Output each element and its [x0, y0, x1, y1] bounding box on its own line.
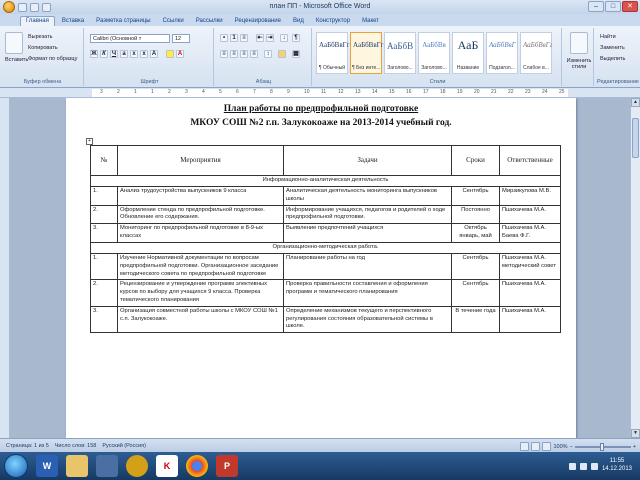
document-title	[66, 104, 576, 114]
header-num: №	[91, 146, 118, 176]
ruler-number: 11	[321, 89, 327, 95]
taskbar	[0, 452, 640, 480]
system-tray	[530, 452, 640, 480]
flag-icon[interactable]	[591, 463, 598, 470]
row-task[interactable]: Информирование учащихся, педагогов и родителей о ходе предпрофильной подготовки.	[284, 205, 452, 224]
paste-icon[interactable]	[5, 32, 23, 54]
tab-references[interactable]: Ссылки	[162, 18, 184, 24]
sort-icon[interactable]: ↓	[280, 34, 288, 42]
paragraph-group-label: Абзац	[255, 79, 272, 85]
scroll-down-icon[interactable]: ▼	[631, 429, 640, 438]
ruler-number: 2	[117, 89, 120, 95]
style-heading-1[interactable]	[384, 32, 416, 74]
row-number[interactable]: 3.	[91, 306, 118, 332]
table-row	[91, 306, 561, 332]
ruler-number: 13	[355, 89, 361, 95]
styles-group	[314, 28, 562, 86]
powerpoint-icon[interactable]: P	[216, 455, 238, 477]
tab-insert[interactable]: Вставка	[61, 18, 85, 24]
bold-icon[interactable]: Ж	[91, 51, 97, 57]
tab-design[interactable]: Конструктор	[315, 18, 351, 24]
table-row	[91, 280, 561, 306]
ruler-number: 2	[168, 89, 171, 95]
zoom-out-icon[interactable]: −	[569, 443, 573, 450]
borders-icon[interactable]: ▦	[293, 51, 299, 57]
row-task[interactable]: Определение механизмов текущего и перспективного регулирования состояния образовательной системы в школе.	[284, 306, 452, 332]
tab-view[interactable]: Вид	[293, 18, 304, 24]
row-responsible[interactable]: Пшихачева М.А. методический совет	[500, 253, 561, 279]
row-number[interactable]: 2.	[91, 280, 118, 306]
vertical-ruler[interactable]	[0, 98, 10, 438]
close-button[interactable]: ✕	[622, 1, 638, 12]
ruler-number: 7	[253, 89, 256, 95]
header-responsible: Ответственные	[500, 146, 561, 176]
style-normal[interactable]	[316, 32, 348, 74]
zoom-level[interactable]: 100%	[553, 443, 568, 450]
document-page[interactable]	[66, 98, 576, 438]
document-title-text: План работы по предпрофильной подготовке	[223, 104, 419, 114]
style-name: Заголово...	[387, 65, 413, 71]
language-indicator[interactable]: Русский (Россия)	[102, 442, 146, 449]
ruler-number: 1	[151, 89, 154, 95]
zoom-slider-thumb[interactable]	[600, 443, 604, 451]
style-name: Заголово...	[421, 65, 447, 71]
table-move-handle-icon[interactable]: +	[86, 138, 93, 145]
document-workspace	[10, 98, 630, 438]
ruler-number: 1	[134, 89, 137, 95]
align-right-icon[interactable]: ≡	[240, 50, 248, 58]
vertical-scrollbar[interactable]	[630, 98, 640, 438]
tab-mailings[interactable]: Рассылки	[195, 18, 223, 24]
style-name: Подзагол...	[489, 65, 515, 71]
section-row	[91, 176, 561, 187]
strikethrough-icon[interactable]: a	[120, 50, 128, 58]
styles-group-label: Стили	[429, 79, 446, 85]
row-event[interactable]: Организация совместной работы школы с МКОУ СОШ №1 с.п. Залукокоаже.	[118, 306, 284, 332]
row-term[interactable]: Сентябрь	[452, 253, 500, 279]
minimize-button[interactable]: –	[588, 1, 604, 12]
style-subtle-emphasis[interactable]	[520, 32, 552, 74]
chrome-icon[interactable]	[186, 455, 208, 477]
editing-group	[596, 28, 640, 86]
tab-page-layout[interactable]: Разметка страницы	[96, 18, 151, 24]
editing-group-label: Редактирование	[597, 79, 639, 85]
row-event[interactable]: Изучение Нормативной документации по вопросам предпрофильной подготовки. Организационное заседание методического совета по предпрофильной подготовке	[118, 253, 284, 279]
paste-label: Вставить	[5, 57, 29, 63]
font-group	[86, 28, 214, 86]
ruler-number: 5	[219, 89, 222, 95]
tab-home[interactable]: Главная	[20, 16, 55, 26]
scroll-thumb[interactable]	[632, 118, 639, 158]
row-event[interactable]: Рецензирование и утверждение программ элективных курсов по выбору для учащихся 9 класса. Проверка тематического планирования	[118, 280, 284, 306]
horizontal-ruler[interactable]	[0, 88, 640, 98]
clipboard-group-label: Буфер обмена	[23, 79, 62, 85]
window-title: план ПП - Microsoft Office Word	[269, 3, 371, 10]
style-subtitle[interactable]	[486, 32, 518, 74]
ruler-number: 3	[100, 89, 103, 95]
row-event[interactable]: Анализ трудоустройства выпускников 9 класса	[118, 187, 284, 206]
replace-button[interactable]: Заменить	[600, 45, 625, 51]
table-row	[91, 224, 561, 243]
ruler-number: 9	[287, 89, 290, 95]
ruler-number: 18	[440, 89, 446, 95]
row-term[interactable]: Постоянно	[452, 205, 500, 224]
change-styles-icon[interactable]	[570, 32, 588, 54]
ruler-number: 23	[525, 89, 531, 95]
row-task[interactable]: Выявление предпочтений учащихся	[284, 224, 452, 243]
zoom-slider[interactable]	[575, 446, 631, 448]
header-terms: Сроки	[452, 146, 500, 176]
tab-review[interactable]: Рецензирование	[234, 18, 281, 24]
row-responsible[interactable]: Пшихачева М.А. Баева Ф.Г.	[500, 224, 561, 243]
ruler-number: 22	[508, 89, 514, 95]
style-sample: АаБбВвГг	[319, 41, 350, 49]
copy-button[interactable]: Копировать	[28, 45, 58, 51]
aimp-icon[interactable]	[126, 455, 148, 477]
style-sample: АаБбВвГ	[489, 41, 516, 49]
word-app-icon[interactable]: W	[36, 455, 58, 477]
page-counter[interactable]: Страница: 1 из 5	[6, 442, 49, 449]
underline-icon[interactable]: Ч	[111, 51, 117, 57]
style-sample: АаБбВвГг	[353, 41, 384, 49]
header-events: Мероприятия	[118, 146, 284, 176]
clock-date: 14.12.2013	[601, 466, 632, 472]
justify-icon[interactable]: ≡	[250, 50, 258, 58]
format-painter-button[interactable]: Формат по образцу	[28, 56, 78, 62]
ruler-number: 21	[491, 89, 497, 95]
row-event[interactable]: Оформление стенда по предпрофильной подготовке. Обновление его содержания.	[118, 205, 284, 224]
style-name: ¶ Без инте...	[352, 65, 380, 71]
find-button[interactable]: Найти	[600, 34, 616, 40]
ruler-number: 16	[406, 89, 412, 95]
cut-button[interactable]: Вырезать	[28, 34, 53, 40]
multilevel-list-icon[interactable]: ≡	[240, 34, 248, 42]
ruler-number: 14	[372, 89, 378, 95]
ruler-number: 12	[338, 89, 344, 95]
explorer-icon[interactable]	[66, 455, 88, 477]
font-size-select[interactable]: 12	[172, 34, 190, 43]
shading-icon[interactable]	[278, 50, 286, 58]
status-bar	[0, 438, 640, 452]
full-screen-icon[interactable]	[531, 442, 540, 451]
kaspersky-icon[interactable]: K	[156, 455, 178, 477]
row-number[interactable]: 2.	[91, 205, 118, 224]
title-bar	[0, 0, 640, 14]
row-term[interactable]: Октябрь январь, май	[452, 224, 500, 243]
change-styles-label: Изменить стили	[566, 58, 592, 70]
style-name: ¶ Обычный	[318, 65, 346, 71]
plan-table-body	[91, 146, 561, 333]
ruler-number: 3	[185, 89, 188, 95]
change-styles-group	[564, 28, 594, 86]
ruler-number: 24	[542, 89, 548, 95]
row-responsible[interactable]: Мирзикулова М.В.	[500, 187, 561, 206]
scroll-up-icon[interactable]: ▲	[631, 98, 640, 107]
show-marks-icon[interactable]: ¶	[292, 34, 300, 42]
font-family-select[interactable]: Calibri (Основной т	[90, 34, 170, 43]
plan-table	[90, 145, 561, 333]
section-row	[91, 242, 561, 253]
change-case-icon[interactable]: A	[151, 51, 157, 57]
table-row	[91, 187, 561, 206]
ruler-number: 8	[270, 89, 273, 95]
row-number[interactable]: 1.	[91, 253, 118, 279]
line-spacing-icon[interactable]: ↕	[264, 50, 272, 58]
ruler-number: 25	[559, 89, 565, 95]
bullets-icon[interactable]: •	[220, 34, 228, 42]
clock-time: 11:55	[609, 458, 625, 465]
row-task[interactable]: Аналитическая деятельность мониторинга выпускников школы	[284, 187, 452, 206]
window-controls	[588, 1, 638, 12]
select-button[interactable]: Выделить	[600, 56, 626, 62]
ruler-number: 6	[236, 89, 239, 95]
ruler-number: 19	[457, 89, 463, 95]
ruler-number: 10	[304, 89, 310, 95]
style-sample: АаБбВв	[422, 41, 446, 49]
style-no-spacing[interactable]	[350, 32, 382, 74]
row-responsible[interactable]: Пшихачева М.А.	[500, 306, 561, 332]
table-header-row	[91, 146, 561, 176]
subscript-icon[interactable]: x	[130, 50, 138, 58]
ribbon	[0, 26, 640, 88]
table-row	[91, 253, 561, 279]
volume-icon[interactable]	[580, 463, 587, 470]
ribbon-tabs	[0, 14, 640, 26]
increase-indent-icon[interactable]: ⇥	[267, 35, 273, 41]
word-counter[interactable]: Число слов: 158	[54, 442, 97, 449]
row-responsible[interactable]: Пшихачева М.А.	[500, 280, 561, 306]
font-group-label: Шрифт	[140, 79, 159, 85]
ruler-number: 20	[474, 89, 480, 95]
style-heading-2[interactable]	[418, 32, 450, 74]
print-layout-icon[interactable]	[520, 442, 529, 451]
align-center-icon[interactable]: ≡	[230, 50, 238, 58]
style-sample: АаБбВвГг	[523, 41, 553, 49]
style-title[interactable]	[452, 32, 484, 74]
row-term[interactable]: Сентябрь	[452, 187, 500, 206]
header-tasks: Задачи	[284, 146, 452, 176]
decrease-indent-icon[interactable]: ⇤	[257, 35, 263, 41]
font-color-icon[interactable]: A	[177, 51, 183, 57]
style-name: Слабое в...	[523, 65, 549, 71]
superscript-icon[interactable]: x	[140, 50, 148, 58]
row-task[interactable]: Планирование работы на год	[284, 253, 452, 279]
italic-icon[interactable]: К	[100, 50, 108, 58]
tab-layout[interactable]: Макет	[362, 18, 380, 24]
ruler-number: 15	[389, 89, 395, 95]
ruler-number: 4	[202, 89, 205, 95]
row-term[interactable]: Сентябрь	[452, 280, 500, 306]
zoom-control	[520, 442, 636, 451]
highlight-icon[interactable]	[166, 50, 174, 58]
clock[interactable]	[602, 458, 632, 474]
media-icon[interactable]	[96, 455, 118, 477]
clipboard-group	[2, 28, 84, 86]
table-row	[91, 205, 561, 224]
numbering-icon[interactable]: 1	[230, 34, 238, 42]
row-responsible[interactable]: Пшихачева М.А.	[500, 205, 561, 224]
row-number[interactable]: 3.	[91, 224, 118, 243]
section-title: Информационно-аналитическая деятельность	[91, 176, 561, 187]
paragraph-group	[216, 28, 312, 86]
style-sample: АаБбВ	[387, 41, 414, 51]
row-term[interactable]: В течение года	[452, 306, 500, 332]
style-name: Название	[456, 65, 480, 71]
document-subtitle: МКОУ СОШ №2 г.п. Залукокоаже на 2013-2014 учебный год.	[190, 118, 452, 128]
row-event[interactable]: Мониторинг по предпрофильной подготовке в 8-9-ых классах	[118, 224, 284, 243]
row-number[interactable]: 1.	[91, 187, 118, 206]
maximize-button[interactable]: □	[605, 1, 621, 12]
zoom-in-icon[interactable]: +	[632, 443, 636, 450]
section-title: Организационно-методическая работа.	[91, 242, 561, 253]
network-icon[interactable]	[569, 463, 576, 470]
web-layout-icon[interactable]	[542, 442, 551, 451]
start-button[interactable]	[4, 454, 28, 478]
style-sample: АаБ	[457, 38, 479, 52]
align-left-icon[interactable]: ≡	[220, 50, 228, 58]
row-task[interactable]: Проверка правильности составления и оформления программ и тематического планирования	[284, 280, 452, 306]
ruler-number: 17	[423, 89, 429, 95]
